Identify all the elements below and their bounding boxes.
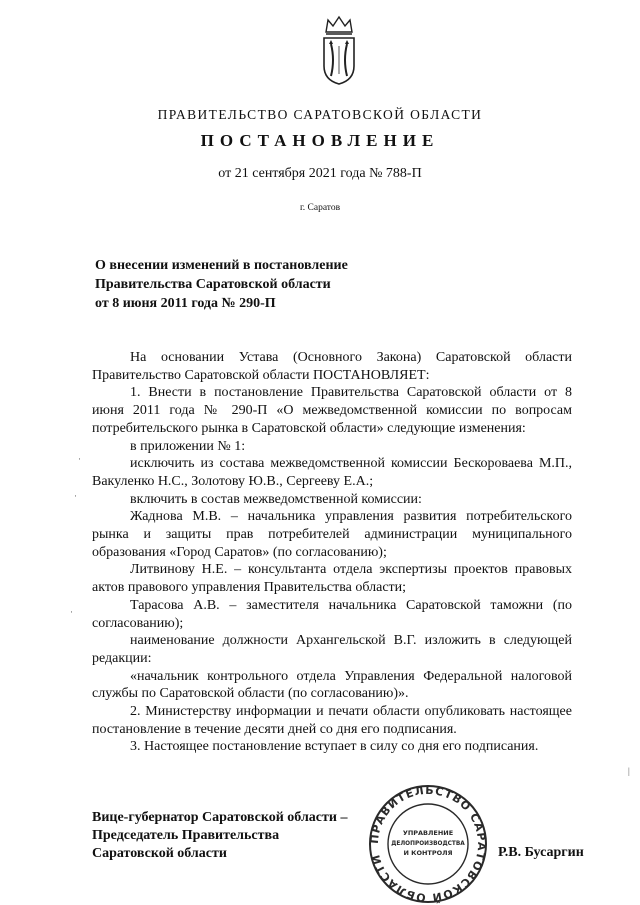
- signer-title: [92, 809, 382, 863]
- signer-title-line: Председатель Правительства: [92, 828, 280, 843]
- subject-line: О внесении изменений в постановление: [95, 258, 348, 273]
- subject-line: от 8 июня 2011 года № 290-П: [95, 296, 276, 311]
- stamp-inner-line: ДЕЛОПРОИЗВОДСТВА: [391, 841, 465, 847]
- body-paragraph: в приложении № 1:: [130, 438, 246, 454]
- body-paragraph: «начальник контрольного отдела Управления Федеральной налоговой службы по Саратовской области (по согласованию)».: [92, 668, 572, 702]
- stamp-inner-line: УПРАВЛЕНИЕ: [402, 829, 454, 837]
- signer-name: Р.В. Бусаргин: [498, 845, 584, 860]
- official-stamp: [364, 783, 492, 905]
- government-name: ПРАВИТЕЛЬСТВО САРАТОВСКОЙ ОБЛАСТИ: [157, 107, 483, 122]
- body-paragraph: наименование должности Архангельской В.Г. изложить в следующей редакции:: [92, 633, 572, 666]
- stamp-inner-line: И КОНТРОЛЯ: [403, 849, 453, 857]
- margin-mark: ·: [74, 491, 77, 501]
- margin-mark: |: [628, 766, 630, 776]
- body-paragraph: Литвинову Н.Е. – консультанта отдела экспертизы проектов правовых актов правового управления Правительства области;: [92, 562, 572, 596]
- body-paragraph: Тарасова А.В. – заместителя начальника Саратовской таможни (по согласованию);: [92, 597, 572, 631]
- document-date-number: от 21 сентября 2021 года № 788-П: [218, 166, 422, 181]
- body-paragraph: На основании Устава (Основного Закона) Саратовской области Правительство Саратовской области ПОСТАНОВЛЯЕТ:: [92, 350, 572, 383]
- body-paragraph: 2. Министерству информации и печати области опубликовать настоящее постановление в течение десяти дней со дня его подписания.: [92, 704, 572, 737]
- body-paragraph: исключить из состава межведомственной комиссии Бескороваева М.П., Вакуленко Н.С., Золотову Ю.В., Сергееву Е.А.;: [92, 456, 572, 489]
- signer-title-line: Вице-губернатор Саратовской области –: [92, 810, 348, 825]
- margin-mark: ·: [70, 607, 73, 617]
- body-paragraph: Жаднова М.В. – начальника управления развития потребительского рынка и защиты прав потребителей администрации муниципального образования «Город Саратов» (по согласованию);: [92, 509, 572, 560]
- document-body: [92, 349, 572, 756]
- body-paragraph: 3. Настоящее постановление вступает в силу со дня его подписания.: [130, 739, 539, 755]
- signer-title-line: Саратовской области: [92, 846, 227, 861]
- coat-of-arms-icon: [318, 14, 360, 86]
- stamp-outer-text: ПРАВИТЕЛЬСТВО САРАТОВСКОЙ ОБЛАСТИ: [367, 783, 489, 905]
- subject-line: Правительства Саратовской области: [95, 277, 331, 292]
- document-subject: [95, 256, 475, 313]
- body-paragraph: 1. Внести в постановление Правительства Саратовской области от 8 июня 2011 года № 290-П «О межведомственной комиссии по вопросам потребительского рынка в Саратовской области» следующие изменения:: [92, 385, 572, 436]
- body-paragraph: включить в состав межведомственной комиссии:: [130, 491, 422, 507]
- document-city: г. Саратов: [299, 203, 341, 213]
- document-type: ПОСТАНОВЛЕНИЕ: [200, 131, 440, 150]
- margin-mark: ·: [78, 454, 81, 464]
